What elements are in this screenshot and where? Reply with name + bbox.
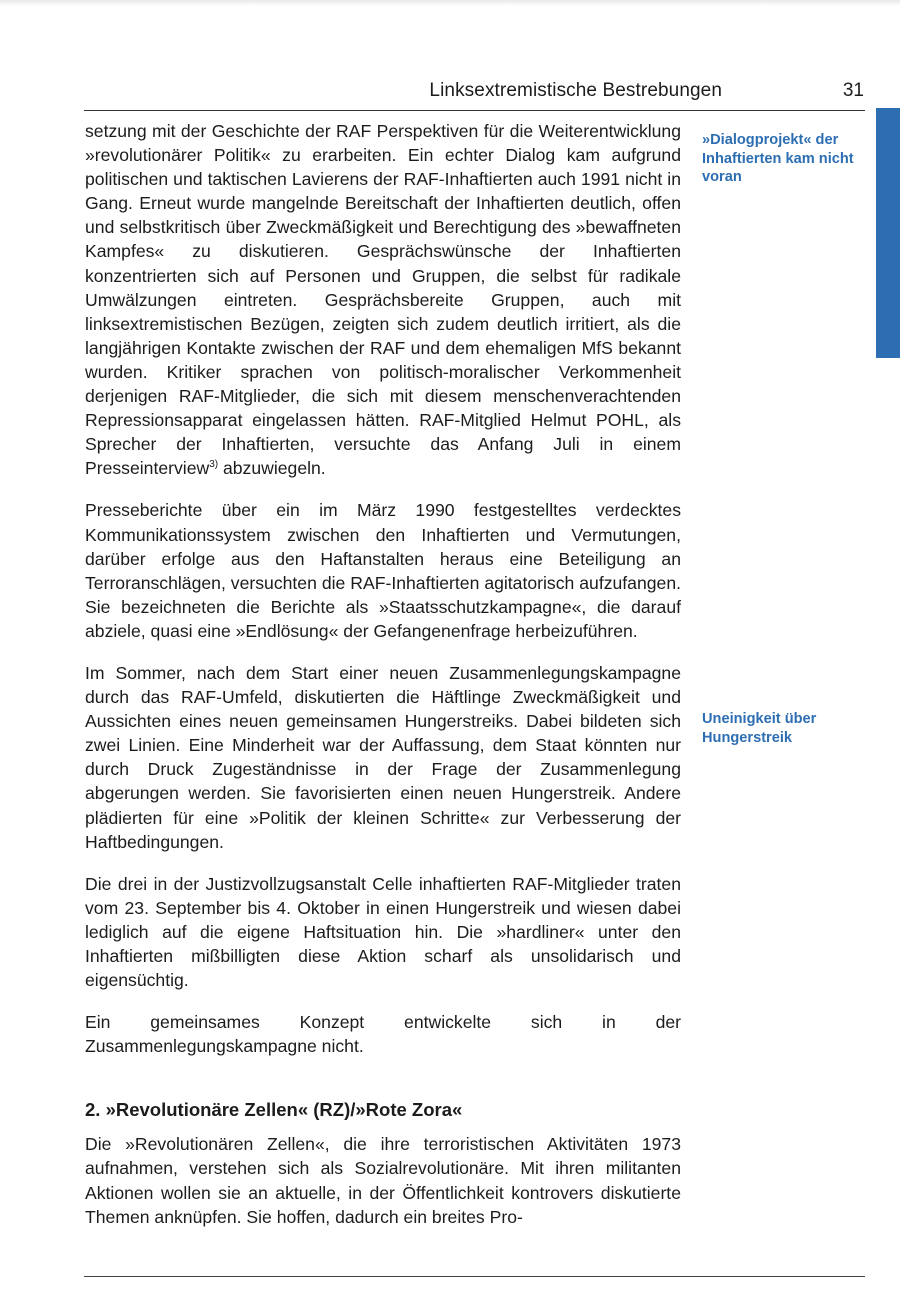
main-text-column bbox=[85, 119, 681, 1247]
margin-note-hungerstreik: Uneinigkeit über Hungerstreik bbox=[702, 711, 817, 746]
chapter-tab-marker bbox=[876, 108, 900, 358]
header-title: Linksextremistische Bestrebungen bbox=[429, 80, 722, 101]
paragraph-3: Im Sommer, nach dem Start einer neuen Zusammenlegungskampagne durch das RAF-Umfeld, diskutierten die Häftlinge Zweckmäßigkeit und Aussichten eines neuen gemeinsamen Hungerstreiks. Dabei bildeten sich zwei Linien. Eine Minderheit war der Auffassung, dem Staat könnten nur durch Druck Zugeständnisse in der Frage der Zusammenlegung abgerungen werden. Sie favorisierten einen neuen Hungerstreik. Andere plädierten für eine »Politik der kleinen Schritte« zur Verbesserung der Haftbedingungen. bbox=[85, 662, 681, 852]
paragraph-1-ending: abzuwiegeln. bbox=[218, 458, 326, 479]
footnote-reference: 3) bbox=[209, 459, 219, 471]
paragraph-2: Presseberichte über ein im März 1990 festgestelltes verdecktes Kommunikationssystem zwischen den Inhaftierten und Vermutungen, darüber erfolge aus den Haftanstalten heraus eine Beteiligung an Terroranschlägen, versuchten die RAF-Inhaftierten agitatorisch aufzufangen. Sie bezeichneten die Berichte als »Staatsschutzkampagne«, die darauf abziele, quasi eine »Endlösung« der Gefangenenfrage herbeizuführen. bbox=[85, 500, 681, 641]
section-paragraph: Die »Revolutionären Zellen«, die ihre terroristischen Aktivitäten 1973 aufnahmen, verstehen sich als Sozialrevolutionäre. Mit ihren militanten Aktionen wollen sie an aktuelle, in der Öffentlichkeit kontrovers diskutierte Themen anknüpfen. Sie hoffen, dadurch ein breites Pro- bbox=[85, 1134, 681, 1227]
header-rule bbox=[84, 110, 865, 111]
paragraph-4: Die drei in der Justizvollzugsanstalt Celle inhaftierten RAF-Mitglieder traten vom 23. September bis 4. Oktober in einen Hungerstreik und wiesen dabei lediglich auf die eigene Haftsituation hin. Die »hardliner« unter den Inhaftierten mißbilligten diese Aktion scharf als unsolidarisch und eigensüchtig. bbox=[85, 873, 681, 991]
paragraph-1 bbox=[85, 119, 681, 480]
page-number: 31 bbox=[842, 80, 864, 101]
paragraph-1-text: setzung mit der Geschichte der RAF Perspektiven für die Weiterentwicklung »revolutionärer Politik« zu erarbeiten. Ein echter Dialog kam aufgrund politischen und taktischen Lavierens der RAF-Inhaftierten auch 1991 nicht in Gang. Erneut wurde mangelnde Bereitschaft der Inhaftierten deutlich, offen und selbstkritisch über Zweckmäßigkeit und Berechtigung des »bewaffneten Kampfes« zu diskutieren. Gesprächswünsche der Inhaftierten konzentrierten sich auf Personen und Gruppen, die selbst für radikale Umwälzungen eintreten. Gesprächsbereite Gruppen, auch mit linksextremistischen Bezügen, zeigten sich zudem deutlich irritiert, als die langjährigen Kontakte zwischen der RAF und dem ehemaligen MfS bekannt wurden. Kritiker sprachen von politisch-moralischer Verkommenheit derjenigen RAF-Mitglieder, die sich mit diesem menschenverachtenden Repressionsapparat eingelassen hätten. RAF-Mitglied Helmut POHL, als Sprecher der Inhaftierten, versuchte das Anfang Juli in einem Presseinterview bbox=[85, 121, 681, 479]
margin-note-dialogprojekt: »Dialogprojekt« der Inhaftierten kam nicht voran bbox=[702, 132, 854, 185]
paragraph-5: Ein gemeinsames Konzept entwickelte sich in der Zusammenlegungskampagne nicht. bbox=[85, 1012, 681, 1057]
footer-rule bbox=[84, 1276, 865, 1277]
running-header bbox=[84, 80, 864, 110]
section-heading: 2. »Revolutionäre Zellen« (RZ)/»Rote Zora« bbox=[85, 1099, 463, 1121]
page-top-shading bbox=[0, 0, 900, 6]
